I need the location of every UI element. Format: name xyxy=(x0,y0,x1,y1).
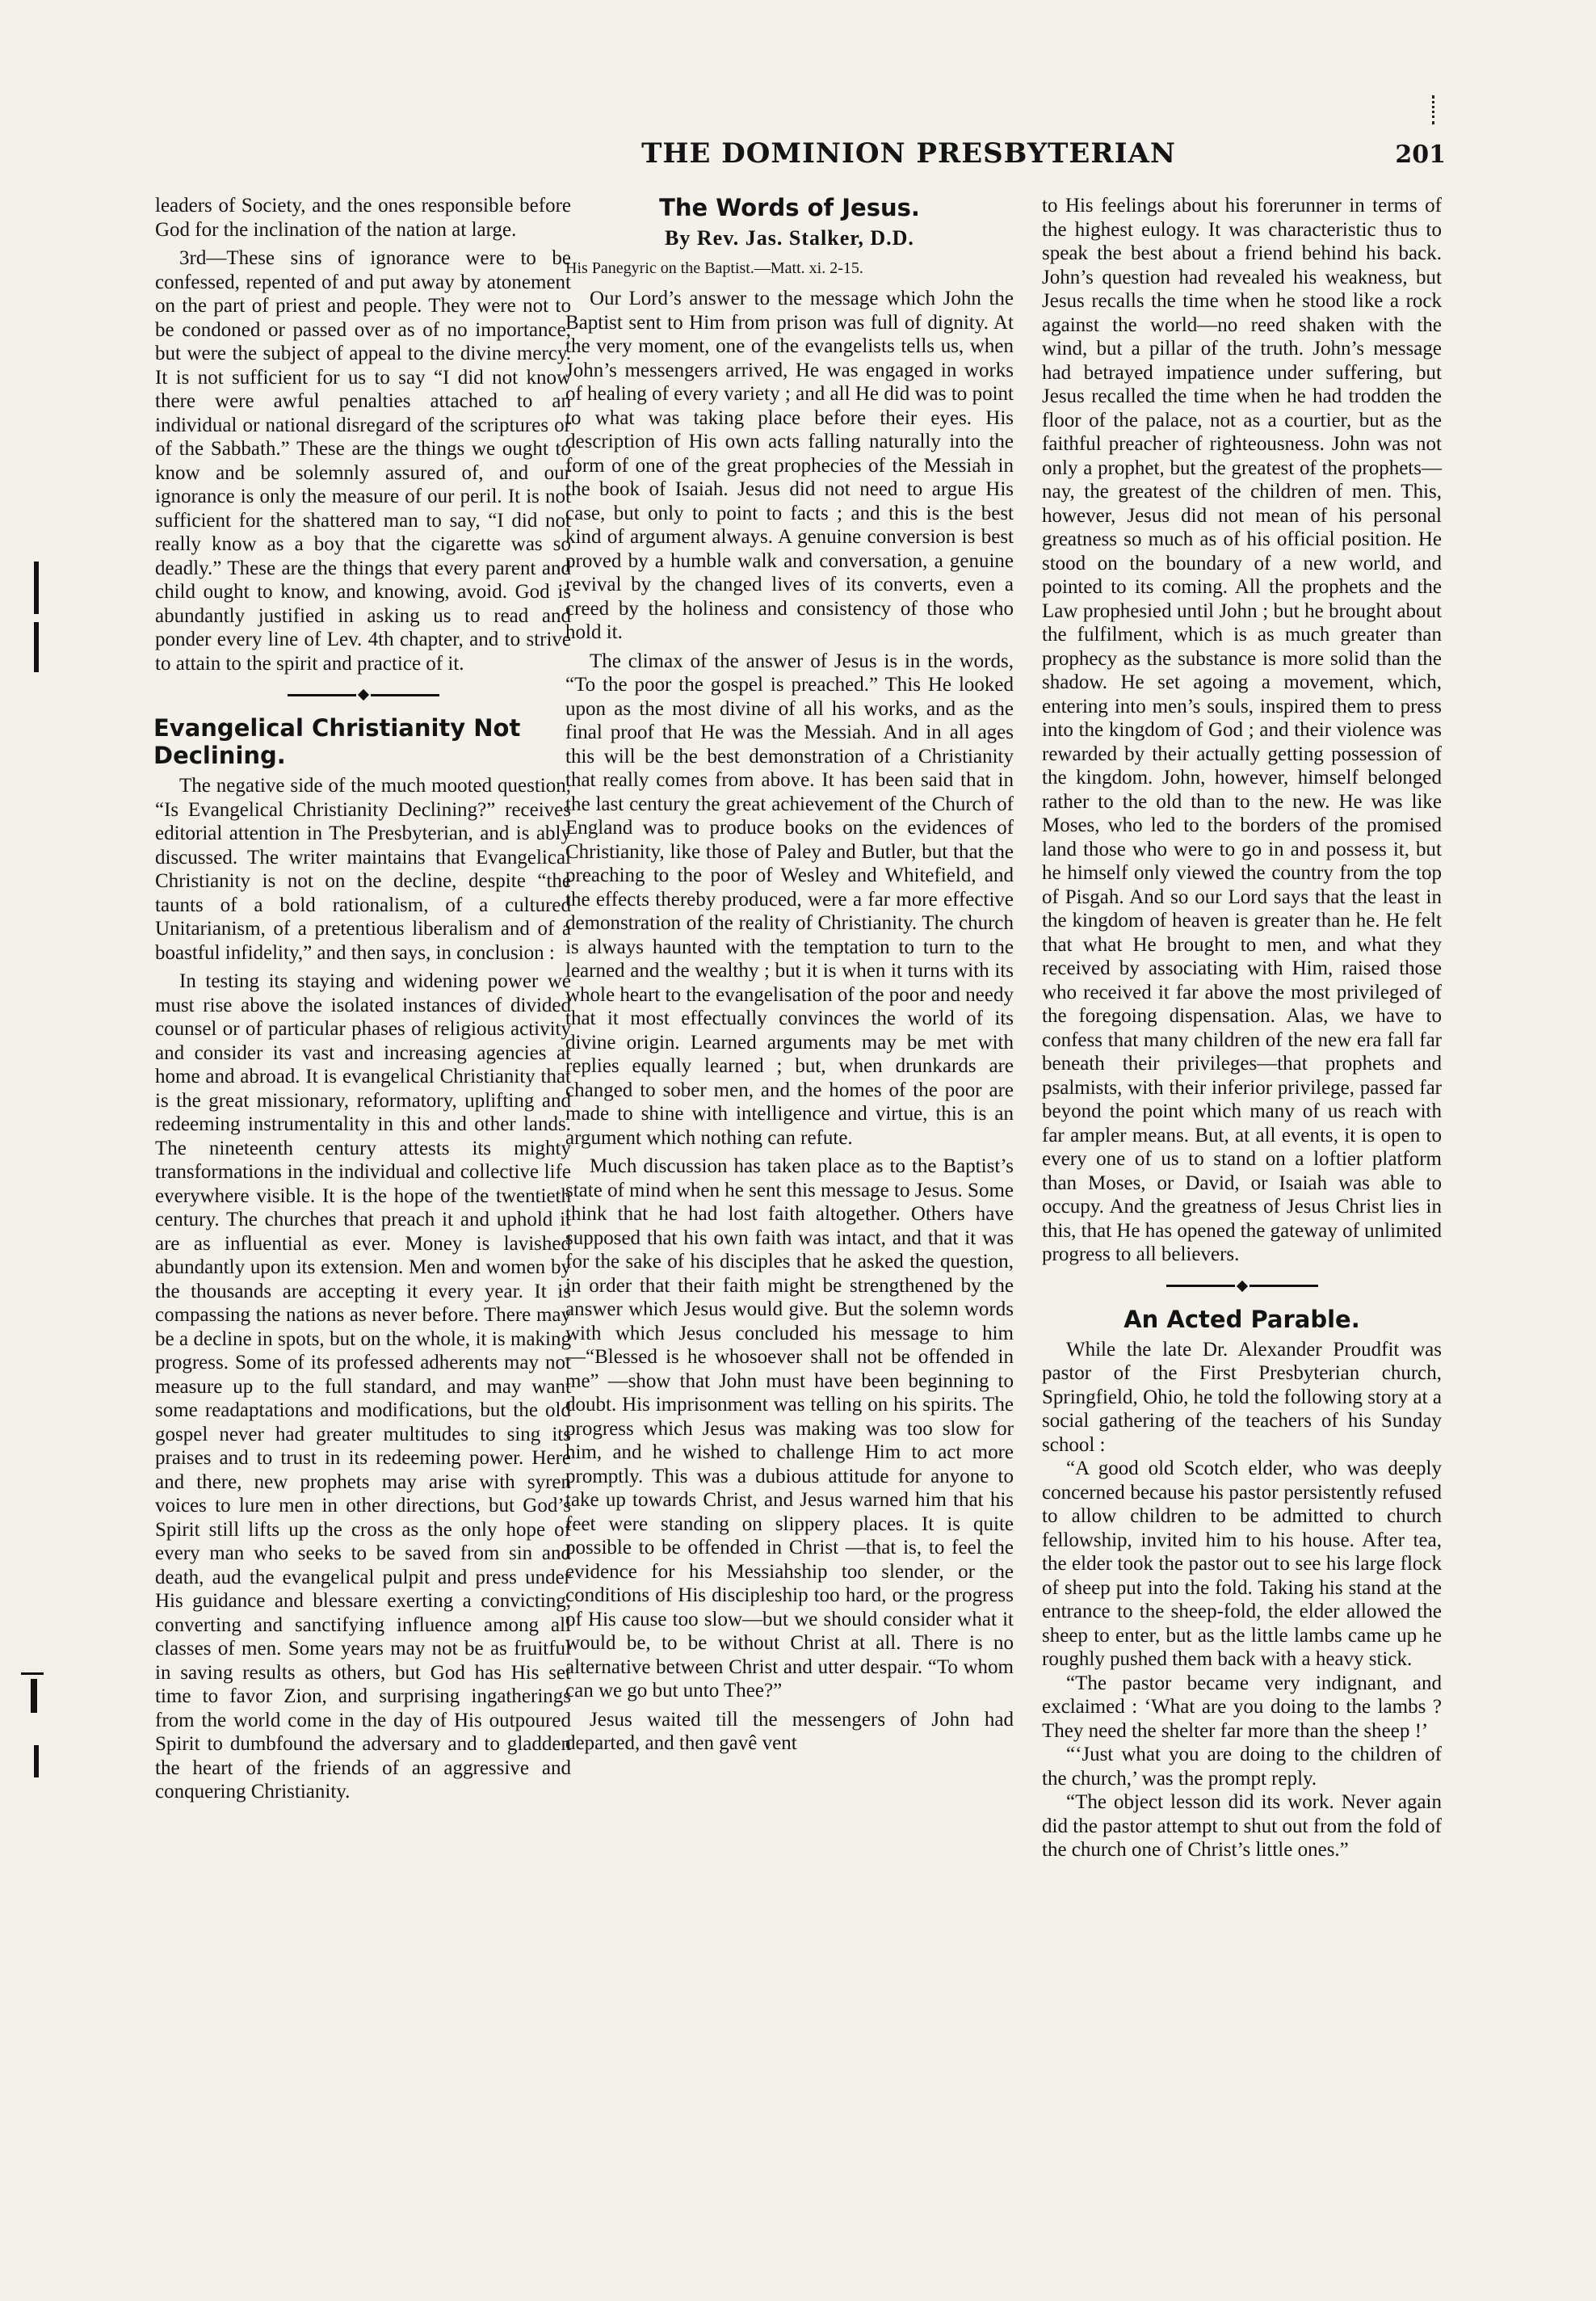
paragraph: The climax of the answer of Jesus is in the words, “To the poor the gospel is preached.” This He looked upon as the most divine of all his works, and as the final proof that He was the Messiah. And in all ages this will be the best demonstration of a Christianity that really comes from above. It has been said that in the last century the great achievement of the Church of England was to produce books on the evidences of Christianity, like those of Paley and Butler, but that the preaching to the poor of Wesley and Whitefield, and the effects thereby produced, were a far more effective demonstration of the reality of Christianity. The church is always haunted with the temptation to turn to the learned and the wealthy ; but it is when it turns with its whole heart to the evangelisation of the poor and needy that it most effectually convinces the world of its divine origin. Learned arguments may be met with replies equally learned ; but, when drunkards are changed to sober men, and the homes of the poor are made to shine with intelligence and virtue, this is an argument which nothing can refute. xyxy=(565,650,1014,1149)
paragraph: “The object lesson did its work. Never again did the pastor attempt to shut out from the fold of the church one of Christ’s little ones.” xyxy=(1042,1791,1442,1861)
quoted-paragraph: In testing its staying and widening power we must rise above the isolated instances of divided counsel or of particular phases of religious activity and consider its vast and increasing agencies at home and abroad. It is evangelical Christianity that is the great missionary, reformatory, uplifting and redeeming instrumentality in this and other lands. The nineteenth century attests its mighty transformations in the individual and collective life everywhere visible. It is the hope of the twentieth century. The churches that preach it and uphold it are as influential as ever. Money is lavished abundantly upon its extension. Men and women by the thousands are accepting it every year. It is compassing the nations as never before. There may be a decline in spots, but on the whole, it is making progress. Some of its professed adherents may not measure up to the full standard, and may want some readaptations and modifications, but the old gospel never had greater multitudes to sing its praises and to trust in its redeeming power. Here and there, new prophets may arise with syren voices to lure men in other directions, but God’s Spirit still lifts up the cross as the only hope of every man who seeks to be saved from sin and death, aud the evangelical pulpit and press under His guidance and blessare exerting a convicting, converting and sanctifying influence among all classes of men. Some years may not be as fruitful in saving results as others, but God has His set time to favor Zion, and surprising ingatherings from the world come in the day of His outpoured Spirit to dumbfound the adversary and to gladden the heart of the friends of an aggressive and conquering Christianity. xyxy=(155,970,571,1803)
page-header xyxy=(153,137,1446,178)
paragraph: to His feelings about his forerunner in terms of the highest eulogy. It was characteristic thus to speak the best about a friend behind his back. John’s question had revealed his weakness, but Jesus recalls the time when he stood like a rock against the world—no reed shaken with the wind, but a pillar of the truth. John’s message had betrayed impatience under suffering, but Jesus recalled the time when he had trodden the floor of the palace, not as a courtier, but as the faithful preacher of righteousness. John was not only a prophet, but the greatest of the prophets—nay, the greatest of the children of men. This, however, Jesus did not mean of his personal greatness so much as of his official position. He stood on the boundary of a new world, and pointed to its coming. All the prophets and the Law prophesied until John ; but he brought about the fulfilment, which is as much greater than prophecy as the substance is more solid than the shadow. He set agoing a movement, which, entering into men’s souls, inspired them to press into the kingdom of God ; and their violence was rewarded by their actually getting possession of the kingdom. John, however, himself belonged rather to the old than to the new. He was like Moses, who led to the borders of the promised land those who were to go in and possess it, but he himself only viewed the country from the top of Pisgah. And so our Lord says that the least in the kingdom of heaven is greater than he. He felt that what He brought to men, and what they received by associating with Him, raised those who received it far above the most privileged of the foregoing dispensation. Alas, we have to confess that many children of the new era fall far beneath their privileges—that prophets and psalmists, with their inferior privilege, passed far beyond the point which many of us reach with far ampler means. But, at all events, it is open to every one of us to stand on a loftier platform than Moses, or David, or Isaiah was able to occupy. And the greatness of Jesus Christ lies in this, that He has opened the gateway of unlimited progress to all believers. xyxy=(1042,195,1443,1265)
paragraph: Our Lord’s answer to the message which John the Baptist sent to Him from prison was full of dignity. At the very moment, one of the evangelists tells us, when John’s messengers arrived, He was engaged in works of healing of every variety ; and all He did was to point to what was taking place before their eyes. His description of His own acts falling naturally into the form of one of the great prophecies of the Messiah in the book of Isaiah. Jesus did not need to argue His case, but only to point to facts ; and this is the best kind of argument always. A genuine conversion is best proved by a humble walk and conversation, a genuine revival by the changed lives of its converts, even a creed by the holiness and consistency of those who hold it. xyxy=(565,288,1014,643)
paragraph: “A good old Scotch elder, who was deeply concerned because his pastor persistently refused to allow children to be admitted to church fellowship, invited him to his house. After tea, the elder took the pastor out to see his large flock of sheep put into the fold. Taking his stand at the entrance to the sheep-fold, the elder allowed the sheep to enter, but as the little lambs came up he roughly pushed them back with a heavy stick. xyxy=(1042,1458,1442,1670)
section-divider xyxy=(1042,1267,1442,1306)
paragraph: While the late Dr. Alexander Proudfit was pastor of the First Presbyterian church, Springfield, Ohio, he told the following story at a social gathering of the teachers of his Sunday school : xyxy=(1042,1338,1442,1456)
paragraph: 3rd—These sins of ignorance were to be confessed, repented of and put away by atonement on the part of priest and people. They were not to be condoned or passed over as of no importance, but were the subject of appeal to the divine mercy. It is not sufficient for us to say “I did not know there were awful penalties attached to an individual or national disregard of the scriptures or of the Sabbath.” These are the things we ought to know and be solemnly assured of, and our ignorance is only the measure of our peril. It is not sufficient for the shattered man to say, “I did not really know as a boy that the cigarette was so deadly.” These are the things that every parent and child ought to know, and knowing, avoid. God is abundantly justified in asking us to read and ponder every line of Lev. 4th chapter, and to strive to attain to the spirit and practice of it. xyxy=(155,247,571,675)
margin-mark xyxy=(21,1672,44,1675)
margin-mark xyxy=(34,562,39,614)
paragraph: Much discussion has taken place as to the Baptist’s state of mind when he sent this message to Jesus. Some think that he had lost faith altogether. Others have supposed that his own faith was intact, and that it was for the sake of his disciples that he asked the question, in order that their faith might be strengthened by the answer which Jesus would give. But the solemn words with which Jesus concluded his message to him—“Blessed is he whosoever shall not be offended in me” —show that John must have been beginning to doubt. His imprisonment was telling on his spirits. The progress which Jesus was making was too slow for him, and he wished to challenge Him to act more promptly. This was a dubious attitude for anyone to take up towards Christ, and Jesus warned him that his feet were standing on slippery places. It is quite possible to be offended in Christ —that is, to feel the evidence for his Messiahship too slender, or the conditions of His discipleship too hard, or the progress of His cause too slow—but we should consider what it would be, to be without Christ at all. There is no alternative between Christ and utter despair. “To whom can we go but unto Thee?” xyxy=(565,1155,1014,1702)
scripture-reference: His Panegyric on the Baptist.—Matt. xi. 2-15. xyxy=(565,259,863,277)
article-title: The Words of Jesus. xyxy=(659,194,920,221)
column-middle xyxy=(565,194,1014,1756)
margin-mark xyxy=(31,1679,37,1713)
section-divider xyxy=(155,675,571,714)
column-left xyxy=(155,194,571,1804)
paragraph: “The pastor became very indignant, and exclaimed : ‘What are you doing to the lambs ? They need the shelter far more than the sheep !’ xyxy=(1042,1672,1442,1742)
margin-mark xyxy=(1432,95,1438,124)
paragraph: The negative side of the much mooted question, “Is Evangelical Christianity Declining?” receives editorial attention in The Presbyterian, and is ably discussed. The writer maintains that Evangelical Christianity is not on the decline, despite “the taunts of a bold rationalism, of a cultured Unitarianism, of a pretentious liberalism and of a boastful infidelity,” and then says, in conclusion : xyxy=(155,775,571,964)
paragraph: Jesus waited till the messengers of John had departed, and then gavê vent xyxy=(565,1708,1014,1754)
margin-mark xyxy=(34,622,39,672)
margin-mark xyxy=(34,1745,39,1777)
column-right xyxy=(1042,194,1442,1862)
masthead: THE DOMINION PRESBYTERIAN xyxy=(641,137,1176,170)
paragraph: “‘Just what you are doing to the children of the church,’ was the prompt reply. xyxy=(1042,1744,1442,1790)
article-title: An Acted Parable. xyxy=(1124,1305,1360,1333)
article-title: Evangelical Christianity Not Declining. xyxy=(153,714,521,769)
page-number: 201 xyxy=(1395,141,1446,169)
byline: By Rev. Jas. Stalker, D.D. xyxy=(665,226,914,250)
paragraph: leaders of Society, and the ones responsible before God for the inclination of the nation at large. xyxy=(155,195,571,241)
